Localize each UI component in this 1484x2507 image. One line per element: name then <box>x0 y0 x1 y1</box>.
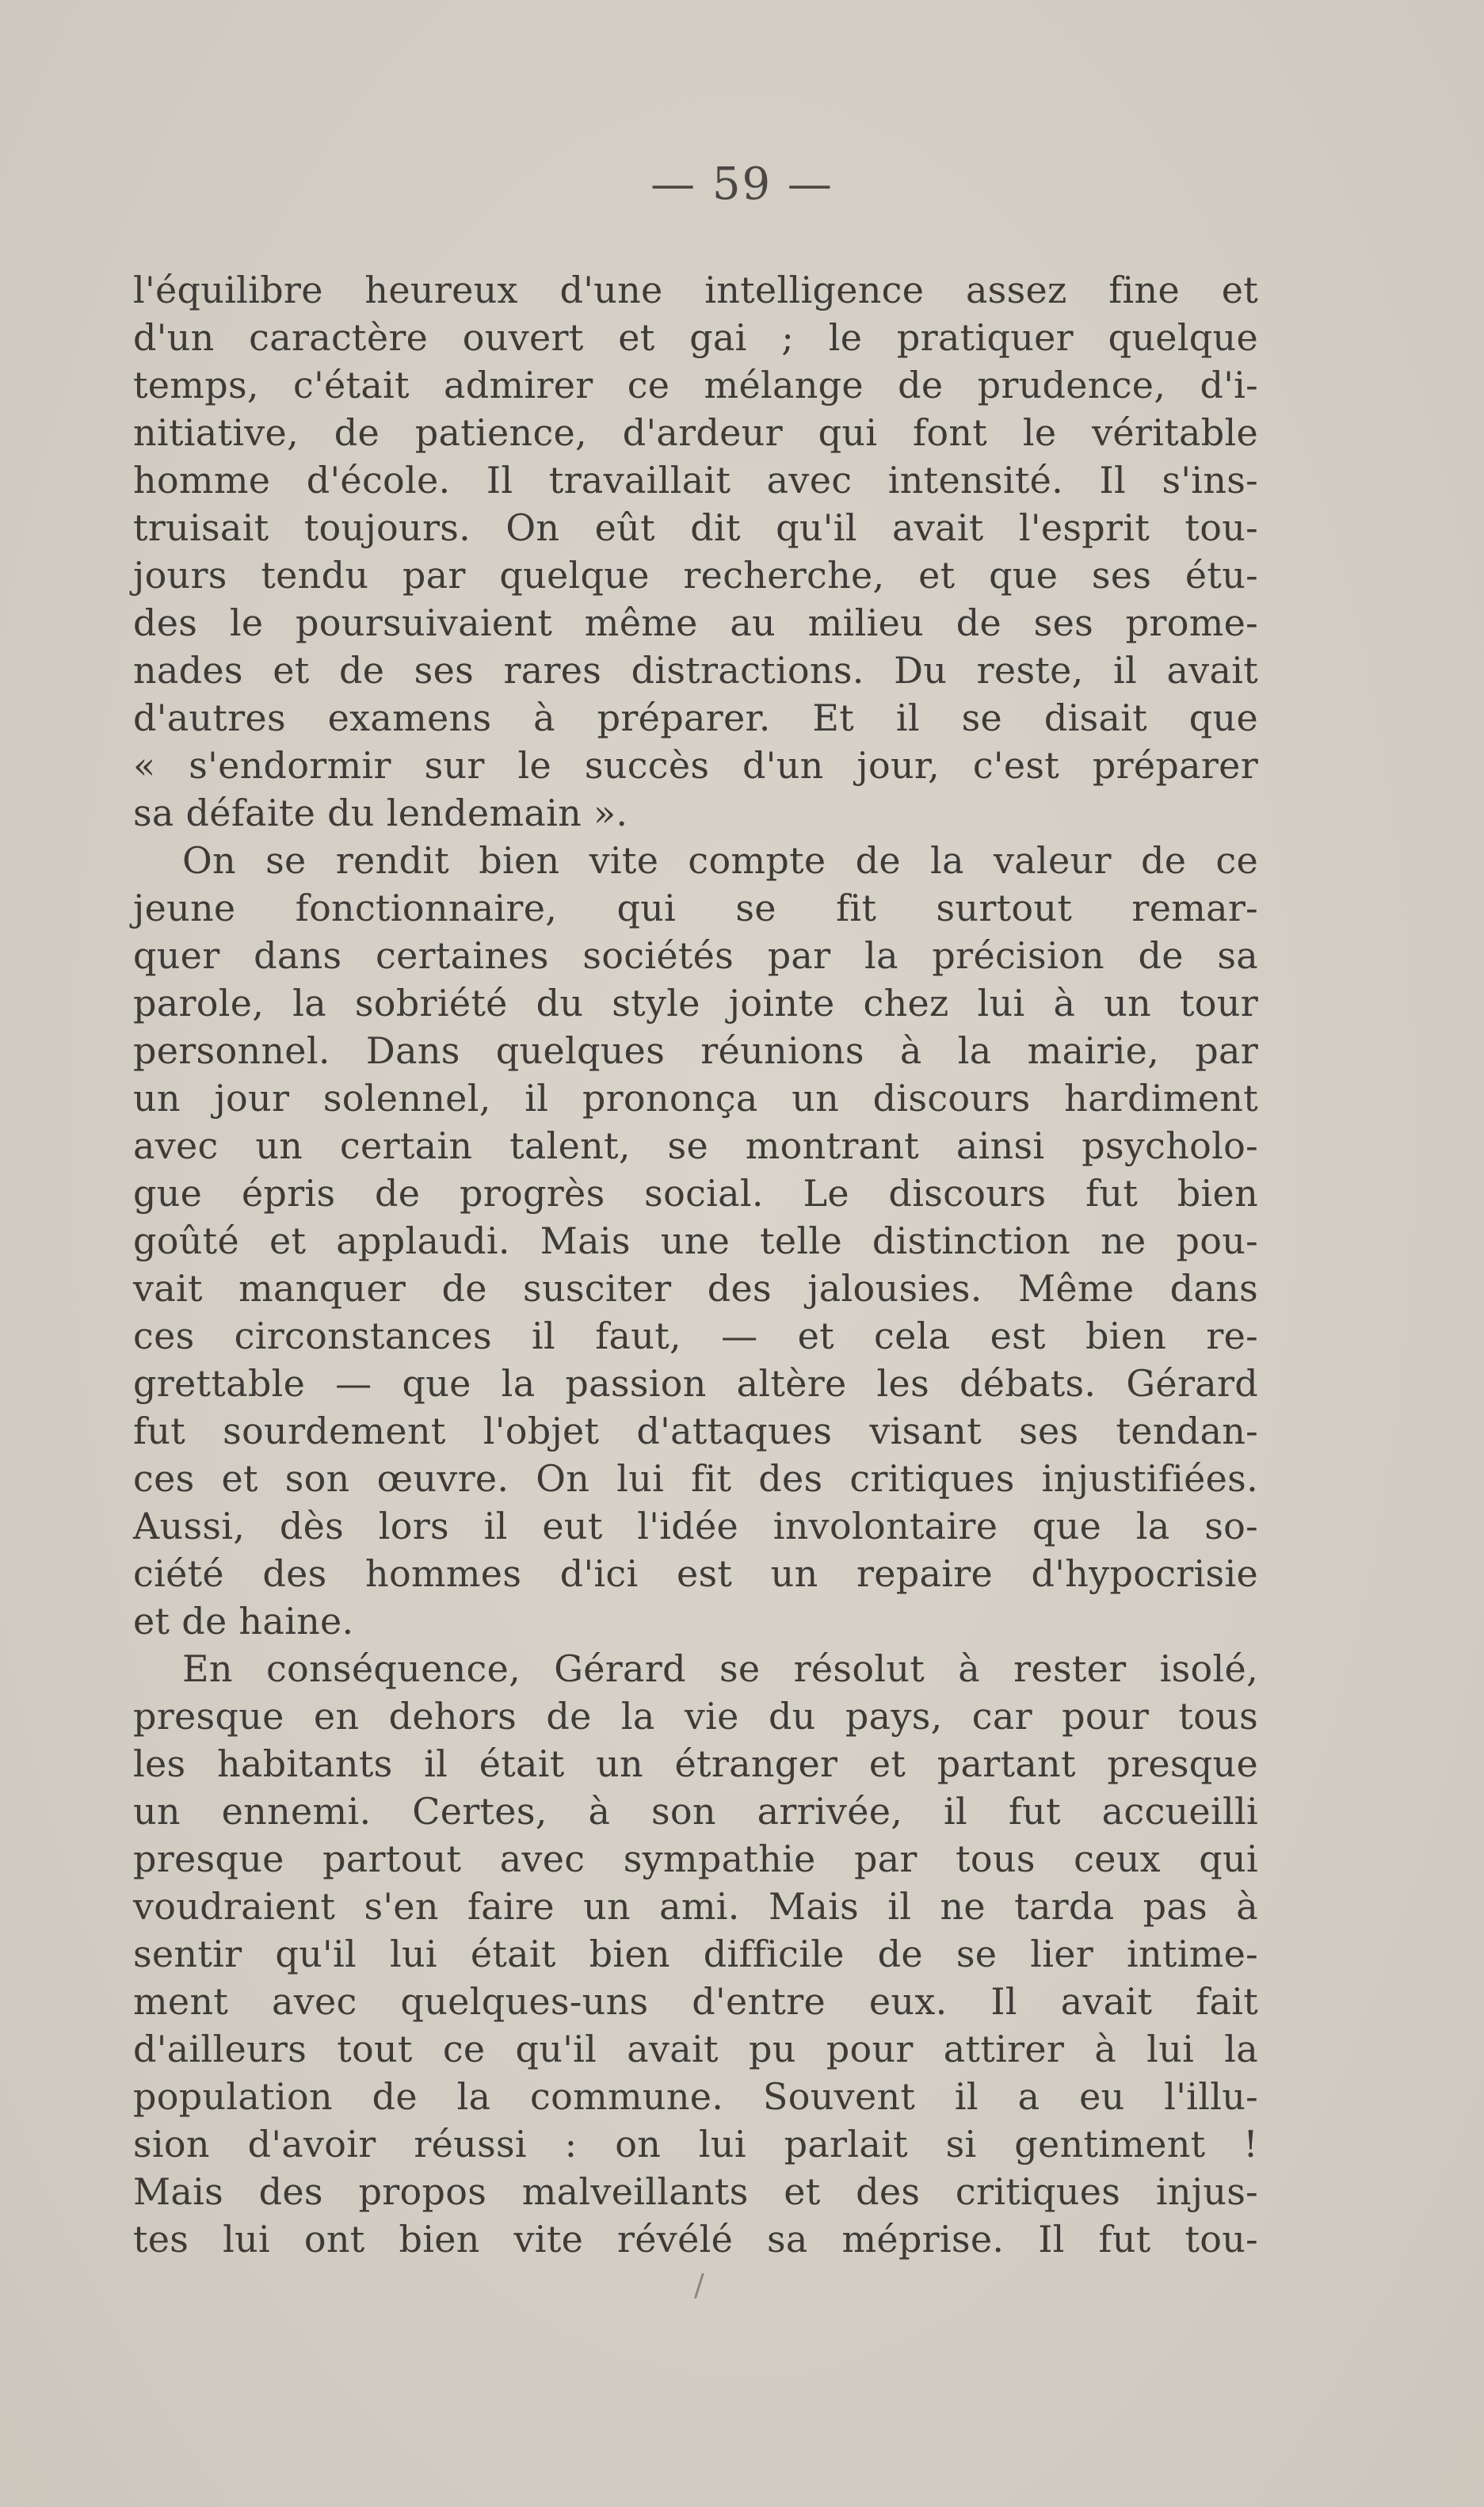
text-line: homme d'école. Il travaillait avec intensité. Il s'ins- <box>133 459 1258 502</box>
text-line: goûté et applaudi. Mais une telle distinction ne pou- <box>133 1219 1258 1262</box>
text-line: Aussi, dès lors il eut l'idée involontaire que la so- <box>133 1505 1258 1547</box>
text-line: jeune fonctionnaire, qui se fit surtout remar- <box>133 887 1258 929</box>
text-line: un ennemi. Certes, à son arrivée, il fut accueilli <box>133 1790 1258 1833</box>
text-line: ces et son œuvre. On lui fit des critiques injustifiées. <box>133 1457 1258 1500</box>
text-line: grettable — que la passion altère les débats. Gérard <box>133 1362 1258 1405</box>
text-line: voudraient s'en faire un ami. Mais il ne tarda pas à <box>133 1885 1258 1928</box>
text-line: avec un certain talent, se montrant ainsi psycholo- <box>133 1124 1258 1167</box>
text-line: population de la commune. Souvent il a eu l'illu- <box>133 2075 1258 2118</box>
text-line: ces circonstances il faut, — et cela est bien re- <box>133 1315 1258 1357</box>
text-line: fut sourdement l'objet d'attaques visant ses tendan- <box>133 1410 1258 1452</box>
text-line: sion d'avoir réussi : on lui parlait si gentiment ! <box>133 2123 1258 2165</box>
text-line: d'autres examens à préparer. Et il se disait que <box>133 696 1258 739</box>
paragraph-first-line: En conséquence, Gérard se résolut à rester isolé, <box>182 1647 1258 1690</box>
text-line: temps, c'était admirer ce mélange de prudence, d'i- <box>133 364 1258 406</box>
body-text <box>133 266 1258 2263</box>
text-line: nades et de ses rares distractions. Du reste, il avait <box>133 649 1258 692</box>
text-line: d'un caractère ouvert et gai ; le pratiquer quelque <box>133 316 1258 359</box>
text-line: « s'endormir sur le succès d'un jour, c'est préparer <box>133 744 1258 787</box>
text-line: sentir qu'il lui était bien difficile de se lier intime- <box>133 1933 1258 1975</box>
text-line: un jour solennel, il prononça un discours hardiment <box>133 1077 1258 1120</box>
text-line: vait manquer de susciter des jalousies. Même dans <box>133 1267 1258 1310</box>
text-line: presque partout avec sympathie par tous ceux qui <box>133 1837 1258 1880</box>
paragraph-first-line: On se rendit bien vite compte de la valeur de ce <box>182 839 1258 882</box>
text-line: l'équilibre heureux d'une intelligence assez fine et <box>133 269 1258 311</box>
text-line: tes lui ont bien vite révélé sa méprise. Il fut tou- <box>133 2218 1258 2261</box>
text-line: parole, la sobriété du style jointe chez lui à un tour <box>133 982 1258 1025</box>
paragraph-last-line: sa défaite du lendemain ». <box>133 792 628 834</box>
text-line: personnel. Dans quelques réunions à la mairie, par <box>133 1029 1258 1072</box>
text-line: presque en dehors de la vie du pays, car pour tous <box>133 1695 1258 1738</box>
text-line: nitiative, de patience, d'ardeur qui font le véritable <box>133 411 1258 454</box>
text-line: quer dans certaines sociétés par la précision de sa <box>133 934 1258 977</box>
text-line: gue épris de progrès social. Le discours fut bien <box>133 1172 1258 1215</box>
text-line: des le poursuivaient même au milieu de ses prome- <box>133 601 1258 644</box>
footer-mark: / <box>694 2268 704 2303</box>
page-number: — 59 — <box>650 158 834 210</box>
text-line: ciété des hommes d'ici est un repaire d'hypocrisie <box>133 1552 1258 1595</box>
text-line: jours tendu par quelque recherche, et que ses étu- <box>133 554 1258 597</box>
text-line: truisait toujours. On eût dit qu'il avait l'esprit tou- <box>133 506 1258 549</box>
text-line: les habitants il était un étranger et partant presque <box>133 1742 1258 1785</box>
paragraph-last-line: et de haine. <box>133 1600 354 1643</box>
text-line: d'ailleurs tout ce qu'il avait pu pour attirer à lui la <box>133 2028 1258 2070</box>
text-line: Mais des propos malveillants et des critiques injus- <box>133 2170 1258 2213</box>
text-line: ment avec quelques-uns d'entre eux. Il avait fait <box>133 1980 1258 2023</box>
